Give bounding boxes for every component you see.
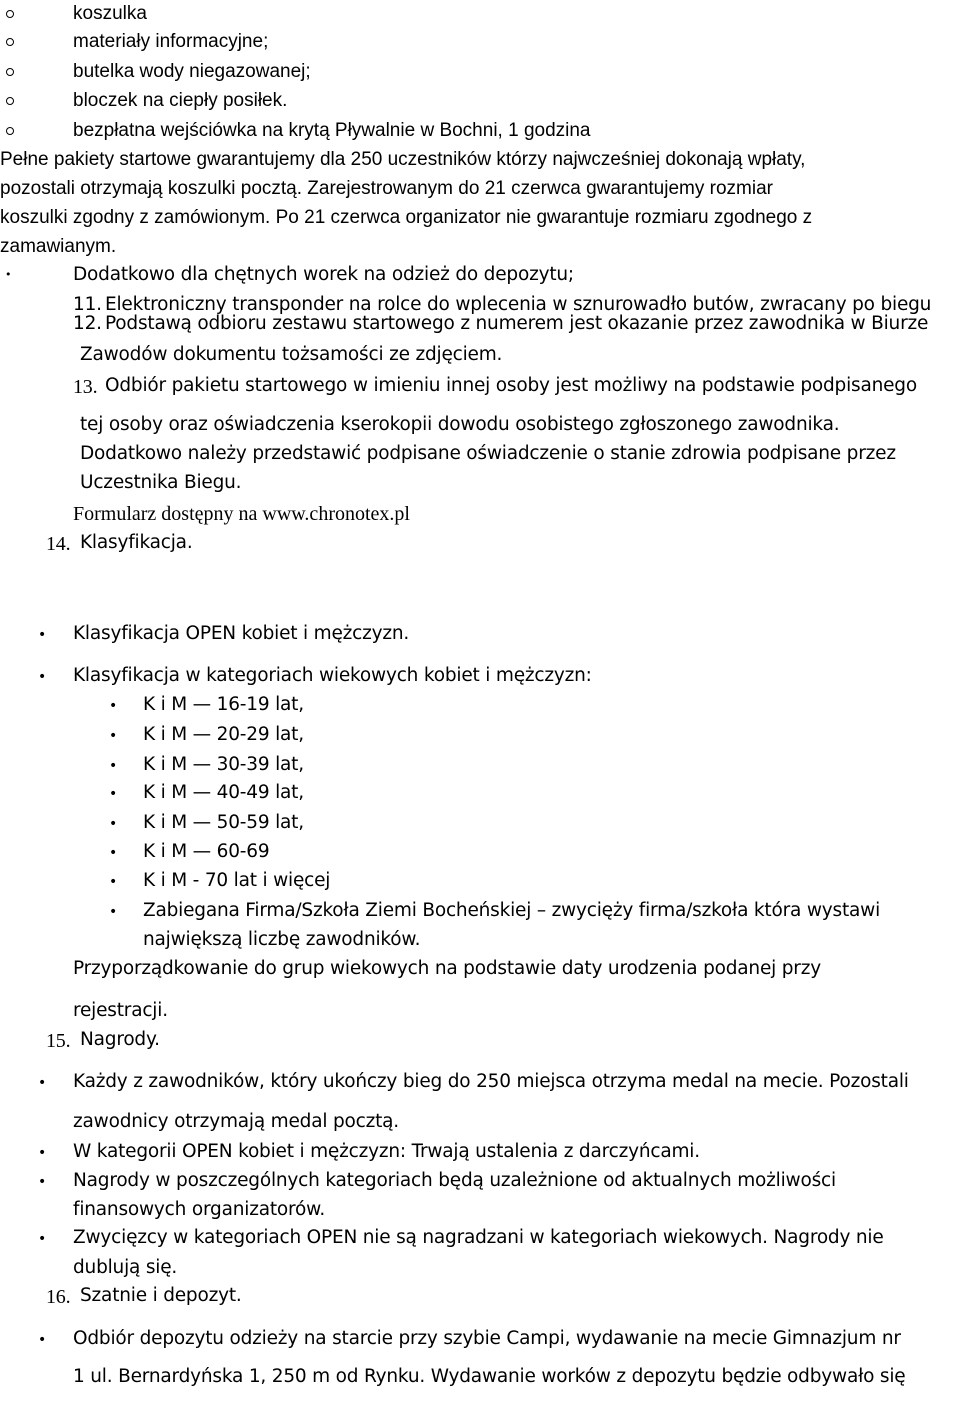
- paragraph-text: rejestracji.: [73, 1000, 168, 1021]
- category-text: Zabiegana Firma/Szkoła Ziemi Bocheńskiej – zwycięży firma/szkoła która wystawi: [143, 900, 881, 921]
- list-item-text: Nagrody w poszczególnych kategoriach będą uzależnione od aktualnych możliwości: [73, 1170, 836, 1191]
- category-text: K i M — 50-59 lat,: [143, 812, 304, 833]
- list-item-text: 1 ul. Bernardyńska 1, 250 m od Rynku. Wydawanie worków z depozytu będzie odbywało się: [73, 1366, 906, 1387]
- section-title: Nagrody.: [80, 1029, 160, 1050]
- circle-bullet-icon: [6, 127, 14, 135]
- circle-bullet-icon: [6, 38, 14, 46]
- section-number: 15.: [46, 1030, 71, 1052]
- category-text: K i M — 40-49 lat,: [143, 782, 304, 803]
- item-text: Uczestnika Biegu.: [80, 472, 242, 493]
- item-text: Odbiór pakietu startowego w imieniu innej osoby jest możliwy na podstawie podpisanego: [105, 375, 917, 396]
- bullet-icon: •: [109, 786, 118, 802]
- circle-bullet-icon: [6, 68, 14, 76]
- note-text: Formularz dostępny na www.chronotex.pl: [73, 503, 410, 525]
- item-number: 12.: [73, 313, 102, 334]
- paragraph-text: koszulki zgodny z zamówionym. Po 21 czerwca organizator nie gwarantuje rozmiaru zgodnego z: [0, 207, 813, 228]
- item-text: Dodatkowo należy przedstawić podpisane oświadczenie o stanie zdrowia podpisane przez: [80, 443, 896, 464]
- list-item-text: zawodnicy otrzymają medal pocztą.: [73, 1111, 399, 1132]
- bullet-icon: •: [38, 627, 47, 643]
- section-number: 16.: [46, 1286, 71, 1308]
- list-item-text: Klasyfikacja w kategoriach wiekowych kobiet i mężczyzn:: [73, 665, 592, 686]
- bullet-icon: •: [38, 1145, 47, 1161]
- circle-bullet-icon: [6, 97, 14, 105]
- list-item-text: bloczek na ciepły posiłek.: [73, 90, 288, 111]
- item-text: Zawodów dokumentu tożsamości ze zdjęciem.: [80, 344, 503, 365]
- list-item-text: koszulka: [73, 3, 147, 24]
- list-item-text: dublują się.: [73, 1257, 178, 1278]
- list-item-text: materiały informacyjne;: [73, 31, 269, 52]
- section-title: Klasyfikacja.: [80, 532, 193, 553]
- paragraph-text: Pełne pakiety startowe gwarantujemy dla 250 uczestników którzy najwcześniej dokonają wpłaty,: [0, 149, 806, 170]
- bullet-icon: •: [5, 268, 12, 281]
- bullet-icon: •: [109, 816, 118, 832]
- list-item-text: W kategorii OPEN kobiet i mężczyzn: Trwają ustalenia z darczyńcami.: [73, 1141, 700, 1162]
- list-item-text: Zwycięzcy w kategoriach OPEN nie są nagradzani w kategoriach wiekowych. Nagrody nie: [73, 1227, 884, 1248]
- bullet-icon: •: [109, 904, 118, 920]
- section-number: 14.: [46, 533, 71, 555]
- category-text: K i M — 20-29 lat,: [143, 724, 304, 745]
- list-item-text: Klasyfikacja OPEN kobiet i mężczyzn.: [73, 623, 410, 644]
- category-text: K i M — 16-19 lat,: [143, 694, 304, 715]
- item-number: 11.: [73, 294, 102, 315]
- bullet-icon: •: [38, 1231, 47, 1247]
- list-item-text: finansowych organizatorów.: [73, 1199, 326, 1220]
- bullet-icon: •: [109, 874, 118, 890]
- list-item-text: Każdy z zawodników, który ukończy bieg do 250 miejsca otrzyma medal na mecie. Pozostali: [73, 1071, 909, 1092]
- bullet-icon: •: [109, 845, 118, 861]
- category-text: K i M — 30-39 lat,: [143, 754, 304, 775]
- list-item-text: butelka wody niegazowanej;: [73, 61, 311, 82]
- item-text: Elektroniczny transponder na rolce do wplecenia w sznurowadło butów, zwracany po biegu: [105, 294, 932, 315]
- category-text: największą liczbę zawodników.: [143, 929, 421, 950]
- bullet-icon: •: [38, 1332, 47, 1348]
- item-number: 13.: [73, 376, 98, 398]
- bullet-icon: •: [109, 728, 118, 744]
- bullet-icon: •: [38, 669, 47, 685]
- list-item-text: Dodatkowo dla chętnych worek na odzież do depozytu;: [73, 264, 574, 285]
- bullet-icon: •: [109, 758, 118, 774]
- paragraph-text: Przyporządkowanie do grup wiekowych na podstawie daty urodzenia podanej przy: [73, 958, 821, 979]
- bullet-icon: •: [38, 1174, 47, 1190]
- item-text: tej osoby oraz oświadczenia kserokopii dowodu osobistego zgłoszonego zawodnika.: [80, 414, 840, 435]
- paragraph-text: zamawianym.: [0, 236, 117, 257]
- circle-bullet-icon: [6, 10, 14, 18]
- item-text: Podstawą odbioru zestawu startowego z numerem jest okazanie przez zawodnika w Biurze: [105, 313, 929, 334]
- paragraph-text: pozostali otrzymają koszulki pocztą. Zarejestrowanym do 21 czerwca gwarantujemy rozmiar: [0, 178, 773, 199]
- category-text: K i M - 70 lat i więcej: [143, 870, 331, 891]
- category-text: K i M — 60-69: [143, 841, 270, 862]
- list-item-text: bezpłatna wejściówka na krytą Pływalnie w Bochni, 1 godzina: [73, 120, 591, 141]
- bullet-icon: •: [38, 1075, 47, 1091]
- list-item-text: Odbiór depozytu odzieży na starcie przy szybie Campi, wydawanie na mecie Gimnazjum nr: [73, 1328, 901, 1349]
- bullet-icon: •: [109, 698, 118, 714]
- section-title: Szatnie i depozyt.: [80, 1285, 242, 1306]
